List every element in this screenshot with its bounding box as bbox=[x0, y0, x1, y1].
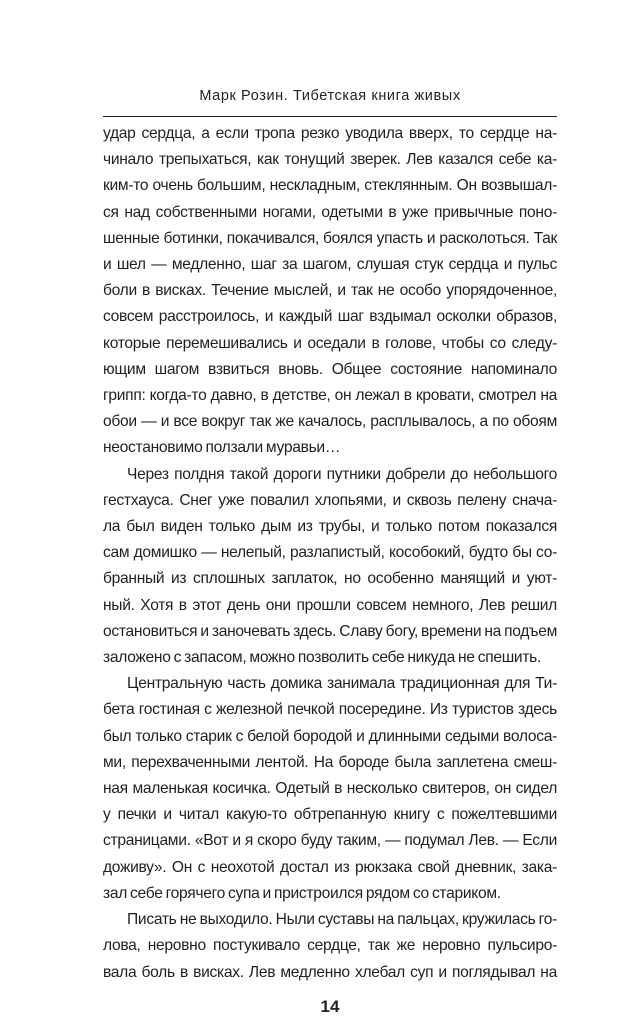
body-text bbox=[103, 121, 557, 986]
text-line: которые перемешивались и оседали в голове, чтобы со следу- bbox=[103, 334, 557, 352]
text-line: чинало трепыхаться, как тонущий зверек. Лев казался себе ка- bbox=[103, 151, 557, 169]
text-line: ная маленькая косичка. Одетый в несколько свитеров, он сидел bbox=[103, 780, 557, 798]
running-header: Марк Розин. Тибетская книга живых bbox=[199, 88, 461, 104]
text-line: Через полдня такой дороги путники добрели до небольшого bbox=[127, 465, 557, 483]
text-line: гестхауса. Снег уже повалил хлопьями, и сквозь пелену снача- bbox=[103, 491, 557, 509]
header-rule bbox=[103, 116, 557, 117]
text-line: вала боль в висках. Лев медленно хлебал суп и поглядывал на bbox=[103, 963, 557, 981]
text-line: Центральную часть домика занимала традиционная для Ти- bbox=[127, 675, 557, 693]
text-line: ный. Хотя в этот день они прошли совсем немного, Лев решил bbox=[103, 596, 557, 614]
paragraph bbox=[103, 462, 557, 672]
text-line: и шел — медленно, шаг за шагом, слушая стук сердца и пульс bbox=[103, 256, 557, 274]
paragraph bbox=[103, 907, 557, 986]
text-line: бета гостиная с железной печкой посередине. Из туристов здесь bbox=[103, 701, 557, 719]
text-line: шенные ботинки, покачивался, боялся упасть и расколоться. Так bbox=[103, 229, 557, 247]
text-line: совсем расстроилось, и каждый шаг вздымал осколки образов, bbox=[103, 308, 557, 326]
text-line: ми, перехваченными лентой. На бороде была заплетена смеш- bbox=[103, 753, 557, 771]
text-line: зал себе горячего супа и пристроился рядом со стариком. bbox=[103, 884, 501, 902]
text-line: неостановимо ползали муравьи… bbox=[103, 439, 341, 457]
page-flow bbox=[103, 121, 557, 1018]
paragraph bbox=[103, 671, 557, 907]
text-line: ся над собственными ногами, одетыми в уже привычные поно- bbox=[103, 203, 557, 221]
text-line: был только старик с белой бородой и длинными седыми волоса- bbox=[103, 727, 557, 745]
text-line: Писать не выходило. Ныли суставы на пальцах, кружилась го- bbox=[127, 911, 557, 929]
text-line: ким-то очень большим, нескладным, стеклянным. Он возвышал- bbox=[103, 177, 557, 195]
paragraph bbox=[103, 121, 557, 462]
text-line: обои — и все вокруг так же качалось, расплывалось, а по обоям bbox=[103, 413, 557, 431]
text-line: сам домишко — нелепый, разлапистый, кособокий, будто бы со- bbox=[103, 544, 557, 562]
text-line: заложено с запасом, можно позволить себе никуда не спешить. bbox=[103, 649, 542, 667]
text-line: остановиться и заночевать здесь. Славу богу, времени на подъем bbox=[103, 622, 557, 640]
text-line: лова, неровно постукивало сердце, так же неровно пульсиро- bbox=[103, 937, 557, 955]
page-number: 14 bbox=[320, 996, 340, 1016]
text-line: бранный из сплошных заплаток, но особенно манящий и уют- bbox=[103, 570, 557, 588]
text-line: страницами. «Вот и я скоро буду таким, — подумал Лев. — Если bbox=[103, 832, 557, 850]
text-line: ла был виден только дым из трубы, и только потом показался bbox=[103, 518, 557, 536]
text-line: доживу». Он с неохотой достал из рюкзака свой дневник, зака- bbox=[103, 858, 557, 876]
text-line: боли в висках. Течение мыслей, и так не особо упорядоченное, bbox=[103, 282, 557, 300]
text-line: у печки и читал какую-то обтрепанную книгу с пожелтевшими bbox=[103, 806, 557, 824]
text-line: грипп: когда-то давно, в детстве, он лежал в кровати, смотрел на bbox=[103, 387, 557, 405]
text-line: удар сердца, а если тропа резко уводила вверх, то сердце на- bbox=[103, 125, 557, 142]
text-line: ющим шагом взвиться вновь. Общее состояние напоминало bbox=[103, 360, 557, 378]
